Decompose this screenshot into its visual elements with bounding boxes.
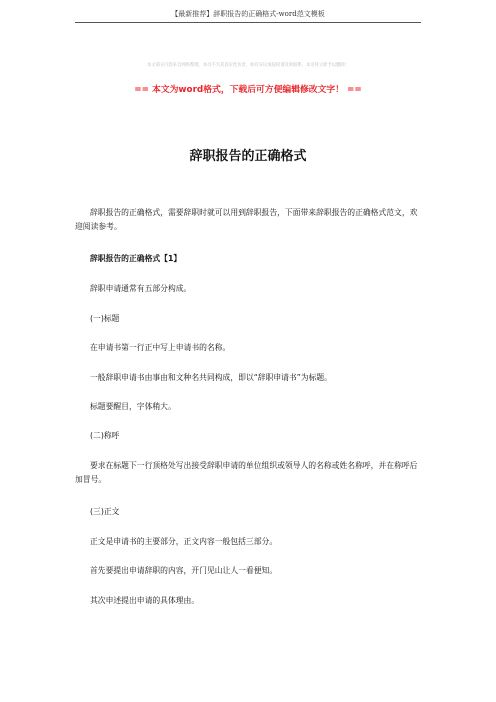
header-divider [75,22,421,23]
paragraph: 在申请书第一行正中写上申请书的名称。 [90,343,231,352]
paragraph: 首先要提出申请辞职的内容，开门见山让人一看便知。 [90,566,278,575]
subheading-body: (三)正文 [90,507,120,516]
page-title: 辞职报告的正确格式 [189,149,307,164]
paragraph: 一般辞职申请书由事由和文种名共同构成，即以“辞职申请书”为标题。 [90,373,332,382]
disclaimer-text: 本文部分内容来自网络整理，本司不为其真实性负责，如有异议或侵权请及时联系，本司将立即予以删除！ [147,63,349,68]
promo-banner: == 本文为word格式，下载后可方便编辑修改文字！ == [134,85,362,95]
intro-paragraph: 辞职报告的正确格式，需要辞职时就可以用到辞职报告，下面带来辞职报告的正确格式范文，欢迎阅读参考。 [75,208,418,231]
section-heading: 辞职报告的正确格式【1】 [90,254,182,263]
subheading-title: (一)标题 [90,314,120,323]
paragraph: 标题要醒目，字体稍大。 [90,402,176,411]
paragraph: 其次申述提出申请的具体理由。 [90,596,200,605]
subheading-salutation: (二)称呼 [90,431,120,440]
paragraph: 要求在标题下一行顶格处写出接受辞职申请的单位组织或领导人的名称或姓名称呼，并在称呼后加冒号。 [75,461,418,484]
paragraph: 辞职申请通常有五部分构成。 [90,284,192,293]
paragraph: 正文是申请书的主要部分，正文内容一般包括三部分。 [90,537,278,546]
header-title: 【最新推荐】辞职报告的正确格式-word范文模板 [171,10,325,18]
